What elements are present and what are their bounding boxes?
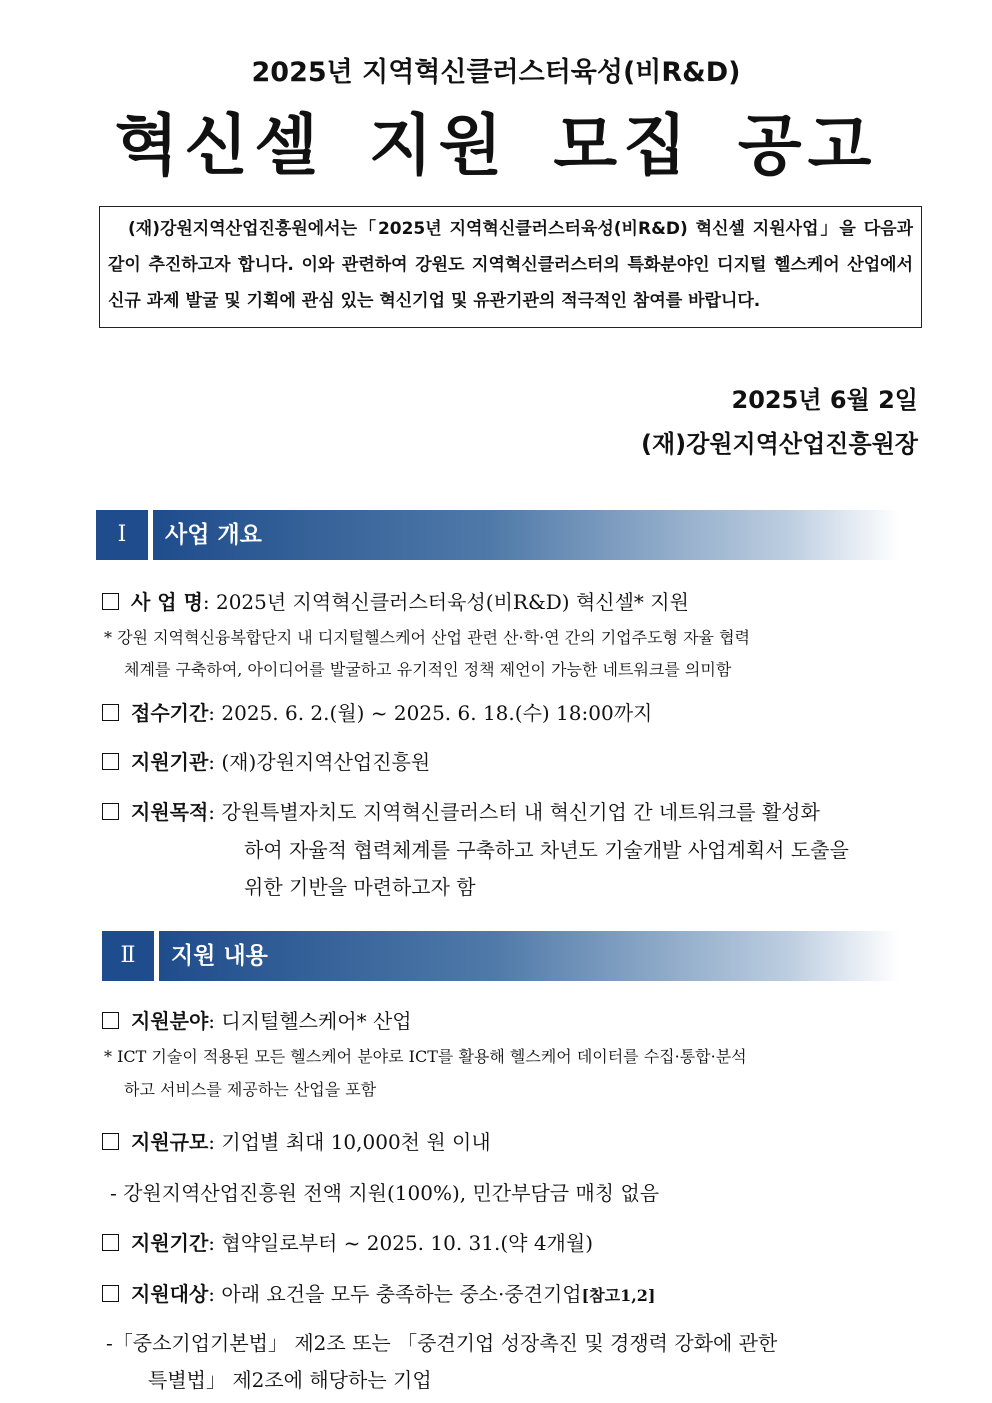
item-label: 지원규모 xyxy=(131,1130,209,1154)
item-label: 지원기간 xyxy=(131,1231,209,1255)
item-value: : 아래 요건을 모두 충족하는 중소·중견기업 xyxy=(208,1282,582,1306)
item-value: : 2025. 6. 2.(월) ~ 2025. 6. 18.(수) 18:00까지 xyxy=(208,701,653,725)
page-title: 혁신셀 지원 모집 공고 xyxy=(114,107,878,184)
page-subtitle: 2025년 지역혁신클러스터육성(비R&D) xyxy=(251,57,741,88)
reference-note: [참고1,2] xyxy=(581,1286,656,1305)
intro-box: (재)강원지역산업진흥원에서는「2025년 지역혁신클러스터육성(비R&D) 혁신셀 지원사업」을 다음과 같이 추진하고자 합니다. 이와 관련하여 강원도 지역혁신클러스터의 특화분야인 디지털 헬스케어 산업에서 신규 과제 발굴 및 기획에 관심 있는 혁신기업 및 유관기관의 적극적인 참여를 바랍니다. xyxy=(99,206,922,328)
item-support-purpose xyxy=(102,797,820,827)
checkbox-icon xyxy=(102,753,119,770)
checkbox-icon xyxy=(102,1012,119,1029)
target-requirement: -「중소기업기본법」 제2조 또는 「중견기업 성장촉진 및 경쟁력 강화에 관한 xyxy=(106,1331,778,1355)
checkbox-icon xyxy=(102,1133,119,1150)
section-number: Ⅱ xyxy=(102,931,154,981)
purpose-continuation: 하여 자율적 협력체계를 구축하고 차년도 기술개발 사업계획서 도출을 xyxy=(244,838,849,862)
item-value: : 기업별 최대 10,000천 원 이내 xyxy=(208,1130,491,1154)
item-project-name xyxy=(102,587,689,617)
item-label: 지원기관 xyxy=(131,750,209,774)
item-label: 지원목적 xyxy=(131,800,209,824)
item-value: : (재)강원지역산업진흥원 xyxy=(208,750,431,774)
section-title: 지원 내용 xyxy=(159,931,899,981)
note-line: 체계를 구축하여, 아이디어를 발굴하고 유기적인 정책 제언이 가능한 네트워크를 의미함 xyxy=(124,660,732,679)
checkbox-icon xyxy=(102,704,119,721)
issuing-org: (재)강원지역산업진흥원장 xyxy=(641,430,918,458)
item-support-period xyxy=(102,1228,593,1258)
note-line: * ICT 기술이 적용된 모든 헬스케어 분야로 ICT를 활용해 헬스케어 데이터를 수집·통합·분석 xyxy=(104,1047,747,1066)
item-label: 접수기간 xyxy=(131,701,209,725)
item-value: : 협약일로부터 ~ 2025. 10. 31.(약 4개월) xyxy=(208,1231,594,1255)
item-support-scale xyxy=(102,1127,491,1157)
section-header-2 xyxy=(102,931,899,981)
checkbox-icon xyxy=(102,803,119,820)
scale-detail: - 강원지역산업진흥원 전액 지원(100%), 민간부담금 매칭 없음 xyxy=(110,1181,660,1205)
section-title: 사업 개요 xyxy=(153,510,899,560)
section-header-1 xyxy=(96,510,899,560)
checkbox-icon xyxy=(102,593,119,610)
item-application-period xyxy=(102,698,652,728)
item-support-field xyxy=(102,1006,412,1036)
item-value: : 디지털헬스케어* 산업 xyxy=(208,1009,412,1033)
checkbox-icon xyxy=(102,1285,119,1302)
announcement-date: 2025년 6월 2일 xyxy=(731,386,918,414)
purpose-continuation: 위한 기반을 마련하고자 함 xyxy=(244,875,476,899)
item-label: 사 업 명 xyxy=(131,590,203,614)
target-requirement-cont: 특별법」 제2조에 해당하는 기업 xyxy=(148,1368,432,1392)
note-line: * 강원 지역혁신융복합단지 내 디지털헬스케어 산업 관련 산·학·연 간의 기업주도형 자율 협력 xyxy=(104,628,750,647)
item-label: 지원분야 xyxy=(131,1009,209,1033)
item-support-agency xyxy=(102,747,430,777)
checkbox-icon xyxy=(102,1234,119,1251)
note-line: 하고 서비스를 제공하는 산업을 포함 xyxy=(124,1080,377,1099)
item-value: : 2025년 지역혁신클러스터육성(비R&D) 혁신셀* 지원 xyxy=(202,590,689,614)
section-number: Ⅰ xyxy=(96,510,148,560)
item-support-target xyxy=(102,1279,656,1311)
item-label: 지원대상 xyxy=(131,1282,209,1306)
item-value: : 강원특별자치도 지역혁신클러스터 내 혁신기업 간 네트워크를 활성화 xyxy=(208,800,820,824)
